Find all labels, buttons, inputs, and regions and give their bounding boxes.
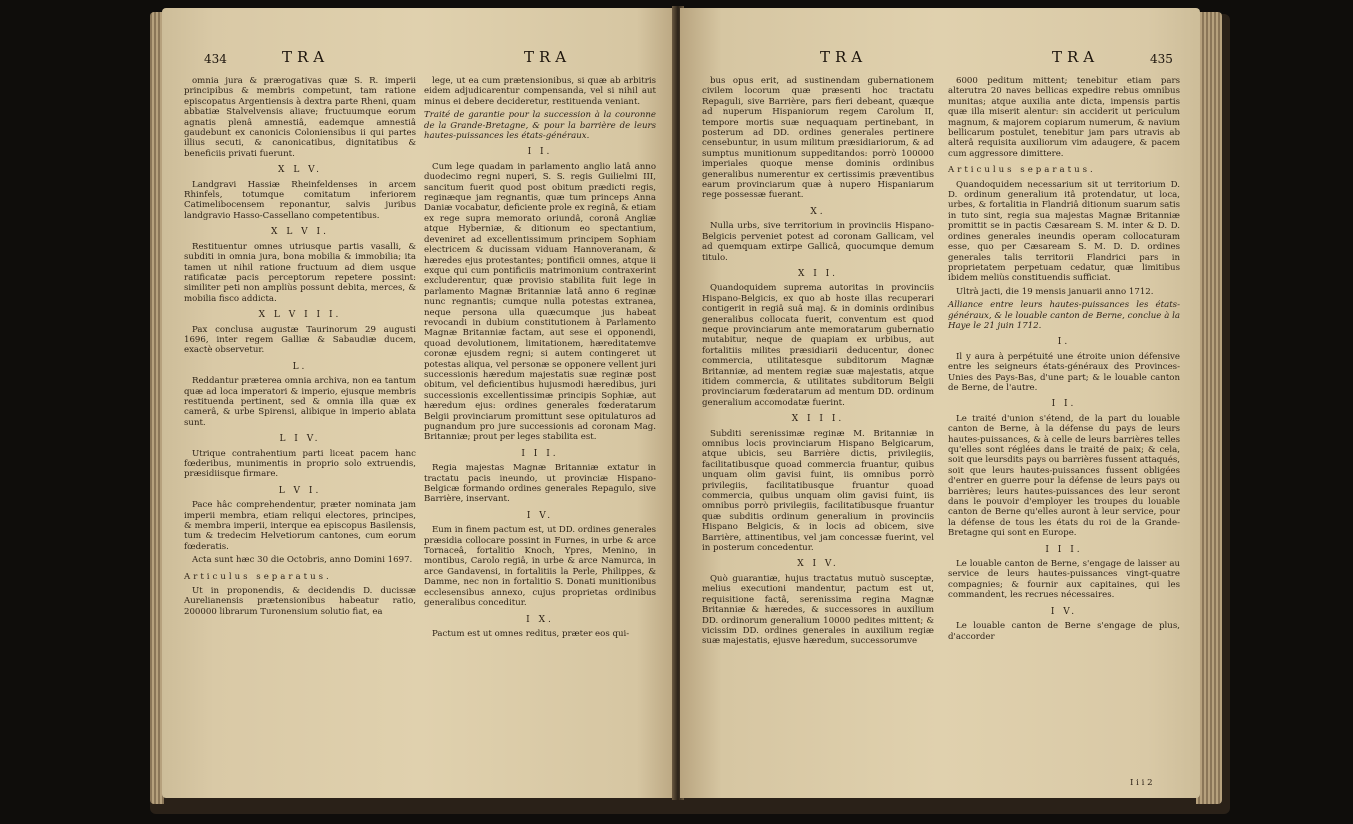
- paragraph: lege, ut ea cum prætensionibus, si quæ ab arbitris eidem adjudicarentur compensanda, vel si nihil aut minus ei debere decideretur, restituenda veniant.: [424, 76, 656, 107]
- running-head: TRA: [1052, 48, 1100, 66]
- paragraph: Le louable canton de Berne, s'engage de laisser au service de leurs hautes-puissances vingt-quatre compagnies; & fournir aux capitaines, qui les commandent, les recrues nécessaires.: [948, 559, 1180, 601]
- running-head: TRA: [282, 48, 330, 66]
- paragraph: Pactum est ut omnes reditus, præter eos qui-: [432, 628, 630, 639]
- paragraph: Eum in finem pactum est, ut DD. ordines generales præsidia collocare possint in Furnes, in urbe & arce Tornaceâ, fortalitio Knoch, Ypres, Menino, in montibus, Carolo regiâ, in urbe & arce Namurca, in arce Gandavensi, in fortalitiis la Perle, Philippes, & Damme, nec non in fortalitio S. Donati munitionibus ecclesensibus annexo, cujus proprietas ordinibus generalibus conceditur.: [424, 525, 656, 609]
- text-column-1: [702, 76, 934, 650]
- section-heading: X I V.: [797, 559, 839, 570]
- section-heading: X I I.: [797, 268, 839, 279]
- paragraph: Cum lege quadam in parlamento anglio latâ anno duodecimo regni nuperi, S. S. regis Guilielmi III, sancitum fuerit quod post obitum prædicti regis, reginæque jam regnantis, quæ tum princeps Anna Daniæ vocabatur, deficiente prole ex reginâ, & etiam ex rege supra memorato oriundâ, coronâ Angliæ atque Hyberniæ, & ditionum eo spectantium, deveniret ad excellentissimum principem Sophiam electricem & ducissam viduam Hannoveranam, & hæredes ejus protestantes; pontificii omnes, atque ii exque qui cum pontificiis matrimonium contraxerint excluderentur, quæ provisio stabilita fuit lege in parlamento Magnæ Britanniæ latâ anno 6 reginæ nunc regnantis; cumque nulla potestas extranea, neque persona ulla quæcumque jus habeat revocandi in dubium constitutionem à Parlamento Magnæ Britanniæ factam, aut sese ei opponendi, quoad devolutionem, limitationem, hæreditatemve coronæ ejusdem regni; si autem contingeret ut potestas aliqua, vel personæ se opponere vellent juri successionis hæredum majestatis suæ reginæ post obitum, vel deficientibus hujusmodi hæredibus, juri successionis excellentissimæ principis Sophiæ, aut hæredum ejus: ordines generales fœderatarum Belgii provinciarum promittunt sese opitulaturos ad pugnandum pro jure successionis ad coronam Mag. Britanniæ; prout per leges stabilita est.: [424, 161, 656, 443]
- section-heading: I V.: [1050, 606, 1078, 617]
- paragraph: bus opus erit, ad sustinendam gubernationem civilem locorum quæ præsenti hoc tractatu Repaguli, sive Barrière, pars fieri debeant, quæque ad nuperum Hispaniorum regem Carolum II, tempore mortis suæ nequaquam pertinebant, in posterum ad DD. ordines generales pertinere censebuntur, in usum militum præsidiariorum, & ad sumptus munitionum suppeditandos: porrò 100000 imperiales quoque mense dominis ordinibus generalibus numerentur ex certissimis præventibus earum provinciarum quæ à nupero Hispaniarum rege possessæ fuerant.: [702, 76, 934, 201]
- text-column-1: [184, 76, 416, 620]
- right-page: [680, 8, 1200, 798]
- paragraph: 6000 peditum mittent; tenebitur etiam pars alterutra 20 naves bellicas expedire rebus omnibus munitas; atque auxilia ante dicta, impensis partis quæ illa miserit alentur: sin acciderit ut periculum magnum, & majorem copiarum numerum, & navium bellicarum postulet, tenebitur jam pars utravis ab alterâ requisita auxiliorum vim adaugere, & pacem cum aggressore dimittere.: [948, 76, 1180, 159]
- section-heading: L I V.: [279, 434, 321, 445]
- section-heading: I I I.: [521, 448, 559, 459]
- page-number: 434: [204, 52, 227, 66]
- paragraph: Quandoquidem necessarium sit ut territorium D. D. ordinum generalium itâ protendatur, ut loca, urbes, & fortalitia in Flandriâ ditionum suarum satis in tuto sint, regia sua majestas Magnæ Britanniæ promittit se in pactis Cæsaream S. M. inter & D. D. ordines generales ineundis operam collocaturam esse, quo per Cæsaream S. M. D. D. ordines generales talis territorii Flandrici pars in proprietatem perpetuam cedatur, quæ limitibus ibidem meliùs constituendis sufficiat.: [948, 179, 1180, 284]
- paragraph: Landgravi Hassiæ Rheinfeldenses in arcem Rhinfels, totumque comitatum inferiorem Catimelibocensem reponantur, salvis juribus landgravio Hasso-Cassellano competentibus.: [184, 179, 416, 221]
- article-heading: Articulus separatus.: [948, 165, 1096, 176]
- paragraph: Reddantur præterea omnia archiva, non ea tantum quæ ad loca imperatori & imperio, ejusque membris restituenda pertinent, sed & omnia illa quæ ex camerâ, & urbe Spirensi, alibique in imperio ablata sunt.: [184, 376, 416, 428]
- section-heading: L.: [292, 361, 308, 372]
- section-heading: I I I.: [1045, 544, 1083, 555]
- article-heading: Articulus separatus.: [184, 571, 332, 582]
- left-page: [162, 8, 678, 798]
- running-head: TRA: [820, 48, 868, 66]
- text-column-2: [424, 76, 656, 642]
- paragraph: Subditi serenissimæ reginæ M. Britanniæ in omnibus locis provinciarum Hispano Belgicarum, atque ubicis, seu Barrière dictis, privilegiis, facilitatibusque quoad commercia fruantur, quibus unquam olim gavisi fuint, iis omnibus porrò privilegiis, facilitatibusque fruantur quoad commercia, quibus unquam olim gavisi fuint, iis omnibus porrò privilegiis, facilitatibusque fruantur quæ subditis ordinum generalium in provinciis Hispano Belgicis, & in locis ad obicem, sive Barrière, attinentibus, vel jam concessæ fuerint, vel in posterum concedentur.: [702, 428, 934, 554]
- paragraph: Regia majestas Magnæ Britanniæ extatur in tractatu pacis ineundo, ut provinciæ Hispano-Belgicæ formando ordines generales Repagulo, sive Barrière, inservant.: [424, 463, 656, 505]
- paragraph: Quandoquidem suprema autoritas in provinciis Hispano-Belgicis, ex quo ab hoste illas recuperari contigerit in regiâ suâ maj. & in dominis ordinibus generalibus collocata fuerit, conventum est quod neque provinciarum ante memoratarum gubernatio mutabitur, neque de quapiam ex urbibus, aut fortalitiis milites præsidiarii deducentur, donec commercia, utilitatesque subditorum Magnæ Britanniæ, ad mentem regiæ suæ majestatis, atque itidem commercia, & utilitates subditorum Belgii provinciarum fœderatarum ad mentum DD. ordinum generalium accomodatæ fuerint.: [702, 283, 934, 408]
- section-heading: I I.: [527, 147, 553, 158]
- treaty-title: Alliance entre leurs hautes-puissances les états-généraux, & le louable canton de Berne, conclue à la Haye le 21 juin 1712.: [948, 300, 1180, 331]
- section-heading: I V.: [526, 510, 554, 521]
- paragraph: Quò guarantiæ, hujus tractatus mutuò susceptæ, melius executioni mandentur, pactum est ut, requisitione factâ, serenissima regina Magnæ Britanniæ & hæredes, & successores in auxilium DD. ordinorum generalium 10000 pedites mittent; & vicissim DD. ordines generales in auxilium regiæ suæ majestatis, ejusve hæredum, successorumve: [702, 573, 934, 647]
- paragraph: Pace hâc comprehendentur, præter nominata jam imperii membra, etiam reliqui electores, principes, & membra imperii, interque ea episcopus Basilensis, tum & tredecim Helvetiorum cantones, cum eorum fœderatis.: [184, 500, 416, 552]
- paragraph: Restituentur omnes utriusque partis vasalli, & subditi in omnia jura, bona mobilia & immobilia; ita tamen ut nihil ratione fructuum ad diem usque ratificatæ pacis perceptorum repetere possint: similiter peti non ampliùs possunt debita, merces, & mobilia fisco addicta.: [184, 241, 416, 304]
- catchword: I i i 2: [1130, 778, 1153, 788]
- page-number: 435: [1150, 52, 1173, 66]
- section-heading: X L V.: [278, 165, 322, 176]
- section-heading: X L V I.: [271, 227, 329, 238]
- paragraph: Acta sunt hæc 30 die Octobris, anno Domini 1697.: [192, 555, 413, 566]
- paragraph: Pax conclusa augustæ Taurinorum 29 augusti 1696, inter regem Galliæ & Sabaudiæ ducem, exactè observetur.: [184, 324, 416, 356]
- section-heading: I.: [1057, 337, 1071, 348]
- section-heading: X.: [810, 206, 826, 217]
- text-column-2: [948, 76, 1180, 645]
- paragraph: Utrique contrahentium parti liceat pacem hanc fœderibus, munimentis in proprio solo extruendis, præsidiisque firmare.: [184, 448, 416, 480]
- section-heading: I X.: [526, 614, 554, 625]
- paragraph: Nulla urbs, sive territorium in provinciis Hispano-Belgicis perveniet potest ad coronam Gallicam, vel ad quemquam extirpe Gallicâ, quocumque demum titulo.: [702, 221, 934, 263]
- paragraph: Ultrà jacti, die 19 mensis januarii anno 1712.: [956, 286, 1154, 297]
- paragraph: Il y aura à perpétuité une étroite union défensive entre les seigneurs états-généraux des Provinces-Unies des Pays-Bas, d'une part; & le louable canton de Berne, de l'autre.: [948, 351, 1180, 393]
- paragraph: Le louable canton de Berne s'engage de plus, d'accorder: [948, 621, 1180, 642]
- section-heading: I I.: [1051, 399, 1077, 410]
- treaty-title: Traité de garantie pour la succession à la couronne de la Grande-Bretagne, & pour la barrière de leurs hautes-puissances les états-généraux.: [424, 110, 656, 142]
- paragraph: omnia jura & prærogativas quæ S. R. imperii principibus & membris competunt, tam ratione episcopatus Argentiensis à dextra parte Rheni, quam abbatiæ Stalvelvensis aliave; fructuumque eorum agnatis plenâ amnestiâ, eademque amnestiâ gaudebunt ex canonicis Coloniensibus ii qui partes illius secuti, & canonicatibus, dignitatibus & beneficiis privati fuerunt.: [184, 76, 416, 159]
- paragraph: Le traité d'union s'étend, de la part du louable canton de Berne, à la défense du pays de leurs hautes-puissances, & à celle de leurs barrières telles qu'elles sont réglées dans le traité de paix; & cela, soit que leursdits pays ou barrières fussent attaqués, soit que leurs hautes-puissances fussent obligées d'entrer en guerre pour la défense de leurs pays ou barrières; leurs hautes-puissances des leur seront dans le pouvoir d'employer les troupes du louable canton de Berne qu'elles auront à leur service, pour la défense de tous les états du roi de la Grande-Bretagne qui sont en Europe.: [948, 413, 1180, 539]
- running-head: TRA: [524, 48, 572, 66]
- section-heading: X L V I I I.: [258, 310, 342, 321]
- paragraph: Ut in proponendis, & decidendis D. ducissæ Aurelianensis prætensionibus habeatur ratio, 200000 librarum Turonensium solutio fiat, ea: [184, 586, 416, 617]
- section-heading: X I I I.: [791, 414, 845, 425]
- section-heading: L V I.: [278, 485, 322, 496]
